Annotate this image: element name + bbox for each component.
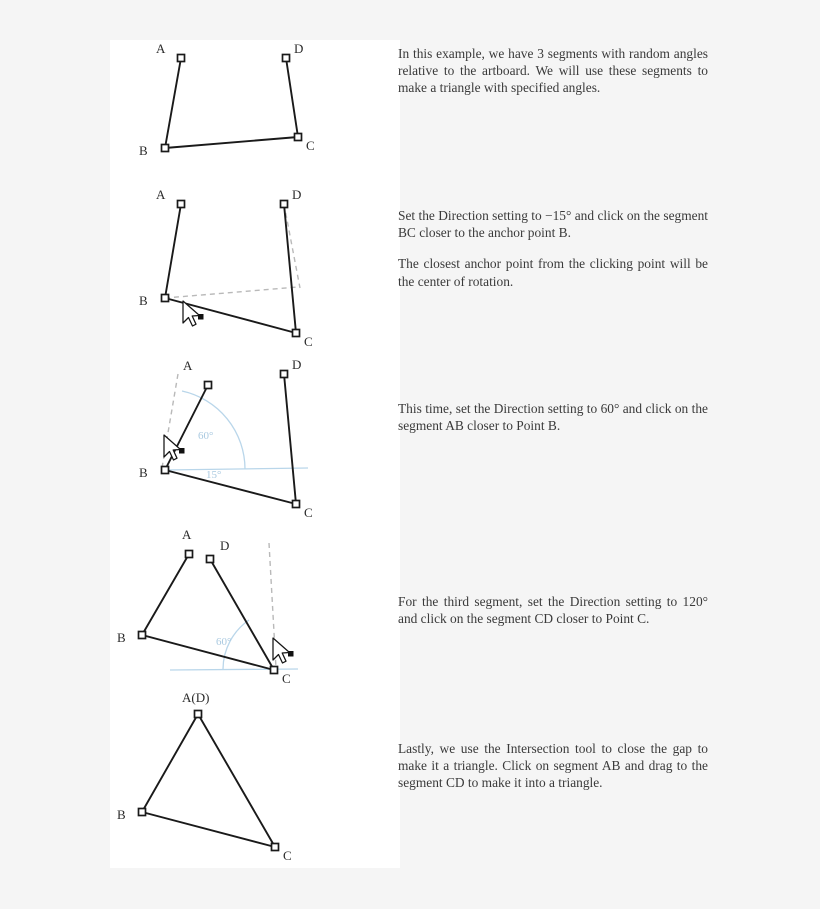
segment-bc[interactable] bbox=[165, 137, 298, 148]
anchor-point-b[interactable] bbox=[162, 467, 169, 474]
point-label-c: C bbox=[282, 671, 291, 686]
segment-bc[interactable] bbox=[165, 470, 296, 504]
ghost-segment-bc-original bbox=[165, 287, 298, 298]
anchor-point-d[interactable] bbox=[207, 556, 214, 563]
step-2-caption-paragraph-2: The closest anchor point from the clicking point will be the center of rotation. bbox=[398, 256, 708, 289]
cursor-click-marker bbox=[198, 314, 204, 320]
anchor-point-b[interactable] bbox=[139, 632, 146, 639]
anchor-point-b[interactable] bbox=[162, 295, 169, 302]
anchor-point-b[interactable] bbox=[139, 809, 146, 816]
segment-cd[interactable] bbox=[284, 204, 296, 333]
point-label-b: B bbox=[117, 807, 126, 822]
cursor-click-marker bbox=[288, 651, 294, 657]
anchor-point-c[interactable] bbox=[272, 844, 279, 851]
horizontal-reference-line bbox=[165, 468, 308, 470]
segment-cd-rotated[interactable] bbox=[210, 559, 274, 670]
step-3-diagram bbox=[110, 355, 410, 530]
segment-ab-rotated[interactable] bbox=[165, 385, 208, 470]
step-3-caption bbox=[398, 400, 708, 434]
segment-ab[interactable] bbox=[165, 204, 181, 298]
step-5-diagram bbox=[110, 690, 410, 868]
step-5-svg bbox=[110, 690, 410, 868]
angle-label-60: 60° bbox=[198, 430, 214, 442]
step-2-svg bbox=[110, 185, 410, 360]
segment-cd[interactable] bbox=[286, 58, 298, 137]
segment-bc[interactable] bbox=[142, 635, 274, 670]
anchor-point-c[interactable] bbox=[271, 667, 278, 674]
point-label-a: A bbox=[156, 187, 166, 202]
step-1-caption bbox=[398, 45, 708, 97]
mouse-cursor-icon bbox=[273, 638, 294, 663]
ghost-segment-cd-original bbox=[284, 204, 300, 288]
anchor-point-a-d-merged[interactable] bbox=[195, 711, 202, 718]
point-label-b: B bbox=[139, 465, 148, 480]
segment-ab[interactable] bbox=[142, 714, 198, 812]
anchor-point-d[interactable] bbox=[281, 201, 288, 208]
step-1-caption-paragraph-1: In this example, we have 3 segments with random angles relative to the artboard. We will use these segments to make a triangle with specified angles. bbox=[398, 46, 708, 96]
step-1-diagram bbox=[110, 40, 410, 190]
point-label-a-d: A(D) bbox=[182, 690, 210, 705]
anchor-point-a[interactable] bbox=[178, 55, 185, 62]
point-label-a: A bbox=[182, 527, 192, 542]
point-label-a: A bbox=[156, 41, 166, 56]
step-3-svg bbox=[110, 355, 410, 530]
horizontal-reference-line bbox=[170, 669, 298, 670]
point-label-c: C bbox=[304, 334, 313, 349]
step-2-diagram bbox=[110, 185, 410, 360]
anchor-point-c[interactable] bbox=[293, 330, 300, 337]
angle-label-60: 60° bbox=[216, 636, 232, 648]
segment-cd[interactable] bbox=[198, 714, 275, 847]
point-label-c: C bbox=[283, 848, 292, 863]
segment-ab[interactable] bbox=[142, 554, 189, 635]
anchor-point-c[interactable] bbox=[295, 134, 302, 141]
anchor-point-b[interactable] bbox=[162, 145, 169, 152]
anchor-point-c[interactable] bbox=[293, 501, 300, 508]
step-4-caption bbox=[398, 593, 708, 627]
anchor-point-a[interactable] bbox=[186, 551, 193, 558]
segment-bc[interactable] bbox=[142, 812, 275, 847]
point-label-d: D bbox=[294, 41, 304, 56]
step-4-diagram bbox=[110, 525, 410, 700]
step-5-caption-paragraph-1: Lastly, we use the Intersection tool to close the gap to make it a triangle. Click on segment AB and drag to the segment CD to make it into a triangle. bbox=[398, 741, 708, 791]
point-label-d: D bbox=[220, 538, 230, 553]
step-5-caption bbox=[398, 740, 708, 792]
segment-ab[interactable] bbox=[165, 58, 181, 148]
anchor-point-d[interactable] bbox=[283, 55, 290, 62]
step-4-svg bbox=[110, 525, 410, 700]
point-label-d: D bbox=[292, 357, 302, 372]
cursor-arrow-shape bbox=[273, 638, 290, 663]
step-3-caption-paragraph-1: This time, set the Direction setting to 60° and click on the segment AB closer to Point B. bbox=[398, 401, 708, 434]
anchor-point-a[interactable] bbox=[178, 201, 185, 208]
angle-label-15: 15° bbox=[206, 469, 222, 481]
point-label-b: B bbox=[139, 143, 148, 158]
point-label-c: C bbox=[306, 138, 315, 153]
point-label-b: B bbox=[117, 630, 126, 645]
step-2-caption-paragraph-1: Set the Direction setting to −15° and click on the segment BC closer to the anchor point B. bbox=[398, 208, 708, 241]
point-label-d: D bbox=[292, 187, 302, 202]
anchor-point-a[interactable] bbox=[205, 382, 212, 389]
cursor-click-marker bbox=[179, 448, 185, 454]
point-label-a: A bbox=[183, 358, 193, 373]
step-4-caption-paragraph-1: For the third segment, set the Direction setting to 120° and click on the segment CD closer to Point C. bbox=[398, 594, 708, 627]
step-2-caption bbox=[398, 207, 708, 290]
anchor-point-d[interactable] bbox=[281, 371, 288, 378]
point-label-c: C bbox=[304, 505, 313, 520]
point-label-b: B bbox=[139, 293, 148, 308]
step-1-svg bbox=[110, 40, 410, 190]
segment-cd[interactable] bbox=[284, 374, 296, 504]
cursor-arrow-shape bbox=[164, 435, 181, 460]
angle-arc-60 bbox=[182, 391, 245, 469]
